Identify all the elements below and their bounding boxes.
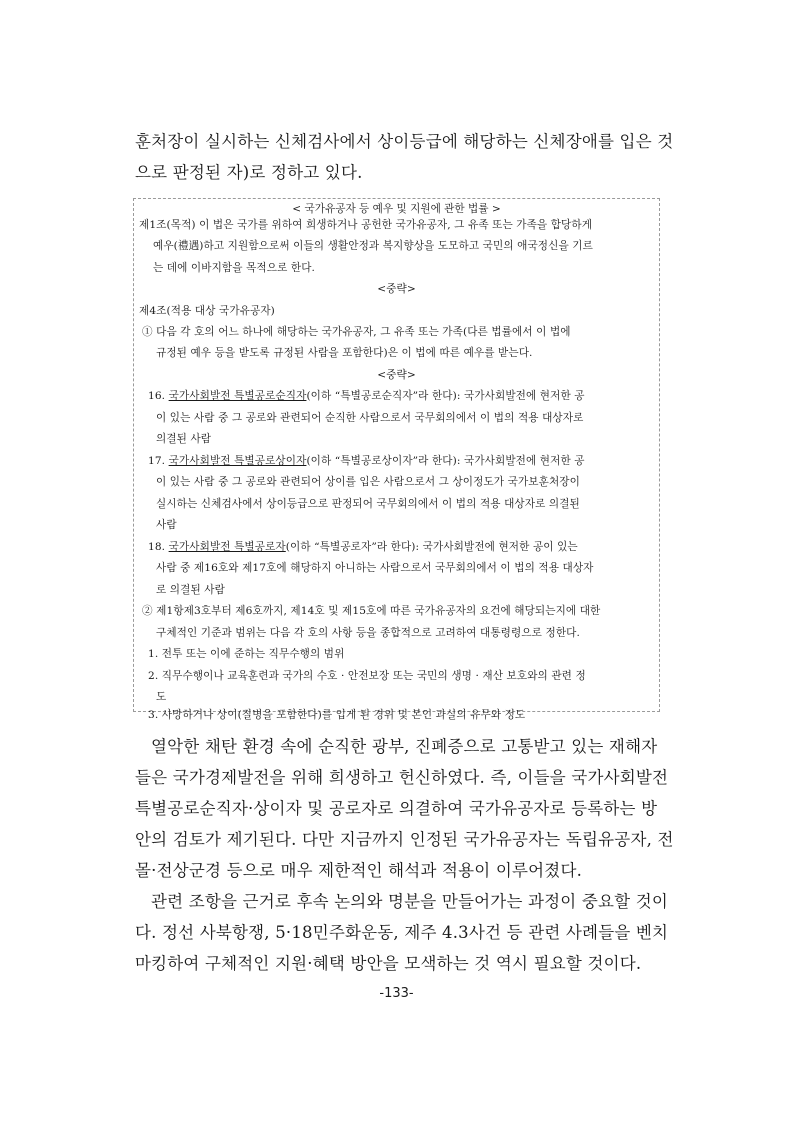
item-text: (이하 “특별공로자”라 한다): 국가사회발전에 현저한 공이 있는 [285,541,578,553]
article-4-clause-2: 구체적인 기준과 범위는 다음 각 호의 사항 등을 종합적으로 고려하여 대통령령으로 정한다. [156,627,580,639]
item-term: 국가사회발전 특별공로상이자 [168,455,307,467]
page-number: -133- [379,986,414,1001]
body-paragraph [135,886,669,979]
omitted-marker: <중략> [377,369,416,381]
item-17-line: 실시하는 신체검사에서 상이등급으로 판정되어 국무회의에서 이 법의 적용 대상자로 의결된 [156,498,580,510]
item-16-line: 이 있는 사람 중 그 공로와 관련되어 순직한 사람으로서 국무회의에서 이 법의 적용 대상자로 [156,412,584,424]
text-line: 마킹하여 구체적인 지원·혜택 방안을 모색하는 것 역시 필요할 것이다. [135,954,642,973]
omitted-marker: <중략> [377,283,416,295]
item-term: 국가사회발전 특별공로순직자 [168,390,307,402]
law-title: < 국가유공자 등 예우 및 지원에 관한 법률 > [292,203,501,215]
text-line: 관련 조항을 근거로 후속 논의와 명분을 만들어가는 과정이 중요할 것이 [151,892,669,911]
article-1-line: 제1조(목적) 이 법은 국가를 위하여 희생하거나 공헌한 국가유공자, 그 유족 또는 가족을 합당하게 [139,219,593,231]
intro-paragraph [135,126,674,188]
item-text: (이하 “특별공로상이자”라 한다): 국가사회발전에 현저한 공 [306,455,585,467]
law-excerpt-box [133,198,660,721]
item-term: 국가사회발전 특별공로자 [168,541,286,553]
text-line: 다. 정선 사북항쟁, 5·18민주화운동, 제주 4.3사건 등 관련 사례들을 벤치 [135,923,669,942]
item-18-line: 로 의결된 사람 [156,584,225,596]
item-18-first-line [148,537,578,559]
item-number: 16. [148,390,169,402]
item-16-first-line [148,386,585,408]
text-line: 훈처장이 실시하는 신체검사에서 상이등급에 해당하는 신체장애를 입은 것 [135,132,674,151]
sub-item-2: 도 [156,691,167,703]
item-18-line: 사람 중 제16호와 제17호에 해당하지 아니하는 사람으로서 국무회의에서 이 법의 적용 대상자 [156,562,594,574]
item-16-line: 의결된 사람 [156,433,212,445]
item-text: (이하 “특별공로순직자”라 한다): 국가사회발전에 현저한 공 [306,390,585,402]
text-line: 으로 판정된 자)로 정하고 있다. [135,163,363,182]
item-17-first-line [148,451,585,473]
sub-item-1: 1. 전투 또는 이에 준하는 직무수행의 범위 [148,648,345,660]
article-4-clause-1: ① 다음 각 호의 어느 하나에 해당하는 국가유공자, 그 유족 또는 가족(다른 법률에서 이 법에 [142,326,571,338]
item-17-line: 사람 [156,519,177,531]
text-line: 들은 국가경제발전을 위해 희생하고 헌신하였다. 즉, 이들을 국가사회발전 [135,768,669,787]
text-line: 몰·전상군경 등으로 매우 제한적인 해석과 적용이 이루어졌다. [135,861,583,880]
text-line: 열악한 채탄 환경 속에 순직한 광부, 진폐증으로 고통받고 있는 재해자 [151,737,658,756]
item-17-line: 이 있는 사람 중 그 공로와 관련되어 상이를 입은 사람으로서 그 상이정도가 국가보훈처장이 [156,476,580,488]
item-number: 17. [148,455,169,467]
article-1-line: 예우(禮遇)하고 지원함으로써 이들의 생활안정과 복지향상을 도모하고 국민의 애국정신을 기르 [153,240,593,252]
article-4-clause-1: 규정된 예우 등을 받도록 규정된 사람을 포함한다)은 이 법에 따른 예우를 받는다. [156,347,533,359]
article-4-clause-2: ② 제1항제3호부터 제6호까지, 제14호 및 제15호에 따른 국가유공자의 요건에 해당되는지에 대한 [142,605,601,617]
article-1-line: 는 데에 이바지함을 목적으로 한다. [153,262,316,274]
item-number: 18. [148,541,169,553]
text-line: 안의 검토가 제기된다. 다만 지금까지 인정된 국가유공자는 독립유공자, 전 [135,830,674,849]
sub-item-3: 3. 사망하거나 상이(질병을 포함한다)를 입게 된 경위 및 본인 과실의 유무와 정도 [148,709,526,721]
text-line: 특별공로순직자·상이자 및 공로자로 의결하여 국가유공자로 등록하는 방 [135,799,658,818]
sub-item-2: 2. 직무수행이나 교육훈련과 국가의 수호 · 안전보장 또는 국민의 생명 · 재산 보호와의 관련 정 [148,670,586,682]
article-4-heading: 제4조(적용 대상 국가유공자) [139,305,275,317]
body-paragraph [135,731,674,886]
